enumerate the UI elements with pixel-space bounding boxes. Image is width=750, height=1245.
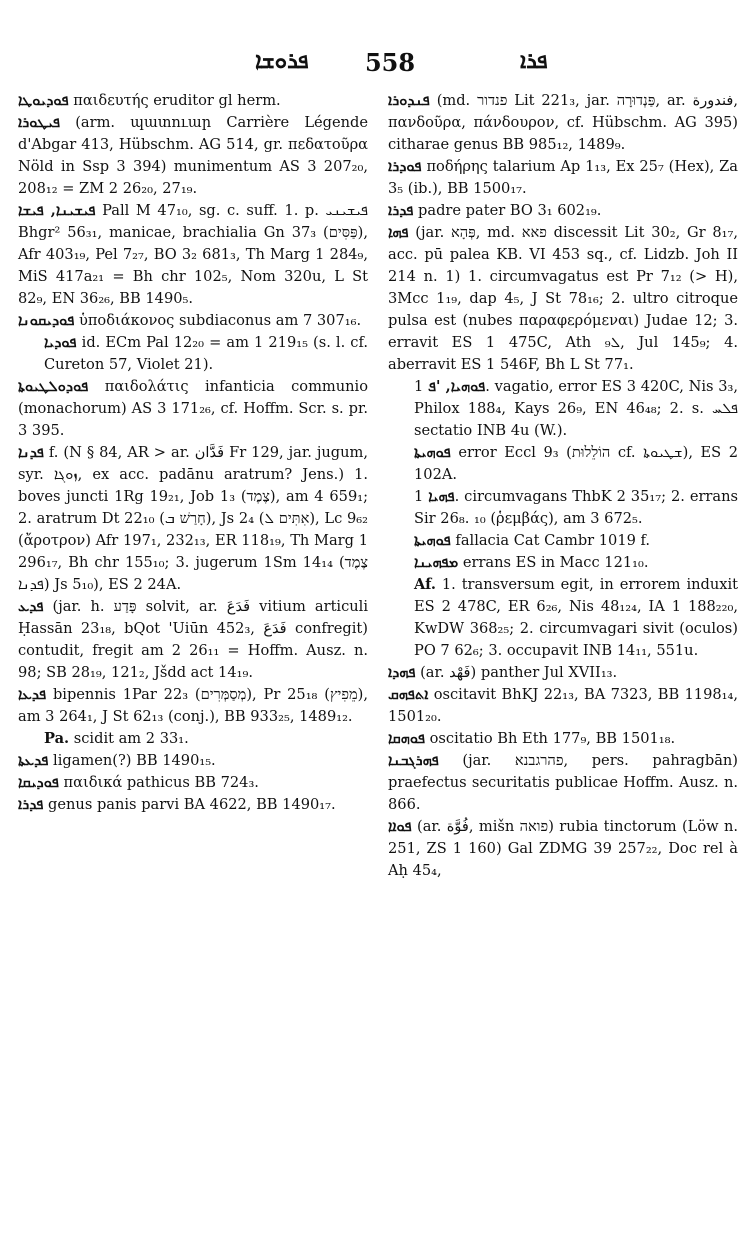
entry-text: (jar. פְּהָא, md. פאא discessit Lit 30₂, Gr 8₁₇, acc. pū palea KB. VI 453 sq., cf. Lidzb. Joh II 214 n. 1) 1. circumvagatus est Pr 7₁₂ (> H), 3Mcc 1₁₉, dap 4₅, J St 78₁₆; 2. ultro citroque pulsa est (nubes παραφερόμεναι) Judae 12; 3. erravit ES 1 475C, Ath ܠ₉, Jul 145₉; 4. aberravit ES 1 546F, Bh L St 77₁. xyxy=(388,224,738,373)
dictionary-entry xyxy=(388,376,738,442)
dictionary-entry xyxy=(18,750,368,772)
entry-text: padre pater BO 3₁ 602₁₉. xyxy=(418,202,602,219)
entry-headword: ܦܕܥܐ xyxy=(18,686,47,703)
entry-text: Pall M 47₁₀, sg. c. suff. 1. p. ܦܝܫܝܢܝ Bhgr² 56₃₁, manicae, brachialia Gn 37₃ (פַּסִּים), Afr 403₁₉, Pel 7₂₇, BO 3₂ 681₃, Th Marg 1 284₉, MiS 417a₂₁ = Bh chr 102₅, Nom 320u, L St 82₉, EN 36₂₆, BB 1490₅. xyxy=(18,202,369,307)
dictionary-entry xyxy=(18,684,368,728)
entry-headword: ܦܕܪܐ xyxy=(388,202,414,219)
dictionary-entry xyxy=(18,112,368,200)
entry-text: ligamen(?) BB 1490₁₅. xyxy=(53,752,216,769)
dictionary-entry xyxy=(18,728,368,750)
entry-text: παιδευτής eruditor gl herm. xyxy=(73,92,281,109)
dictionary-entry xyxy=(388,684,738,728)
entry-headword: ܦܗܕܐ xyxy=(388,664,416,681)
entry-headword: ܦܘܗܩܐ xyxy=(388,730,425,747)
dictionary-entry xyxy=(388,662,738,684)
entry-text: ὑποδιάκονος subdiaconus am 7 307₁₆. xyxy=(78,312,362,329)
entry-headword: Pa. xyxy=(44,730,70,747)
entry-headword: ܦܗܝܐ xyxy=(428,488,455,505)
entry-headword: ܐܬܦܗܩ xyxy=(388,686,429,703)
dictionary-entry xyxy=(18,794,368,816)
entry-headword: ܦܘܗܝܬܐ xyxy=(414,532,451,549)
dictionary-entry xyxy=(18,596,368,684)
entry-headword: ܦܝܛܘܪܐ xyxy=(18,114,61,131)
dictionary-entry xyxy=(388,552,738,574)
entry-headword: ܦܘܕܝܩܘܢܐ xyxy=(18,312,75,329)
dictionary-entry xyxy=(388,750,738,816)
running-head-left: ܦܪܘܫܐ xyxy=(255,48,309,74)
entry-text: bipennis 1Par 22₃ (מְסַמְּרִים), Pr 25₁₈ (מֵפִיץ), am 3 264₁, J St 62₁₃ (conj.), BB 933₂₅, 1489₁₂. xyxy=(18,686,369,725)
page-header xyxy=(0,48,750,88)
dictionary-entry xyxy=(388,442,738,486)
entry-headword: ܦܘܕܝܘܛܐ xyxy=(18,92,69,109)
right-column xyxy=(388,90,738,882)
dictionary-entry xyxy=(388,816,738,882)
entry-headword: ܦܕܥ xyxy=(18,598,44,615)
entry-text: oscitavit BhKJ 22₁₃, BA 7323, BB 1198₁₄, 1501₂₀. xyxy=(388,686,738,725)
entry-text: (ar. فَهْد) panther Jul XVII₁₃. xyxy=(420,664,618,681)
entry-headword: ܦܘܕܝܩܐ xyxy=(18,774,59,791)
dictionary-entry xyxy=(18,90,368,112)
entry-text: id. ECm Pal 12₂₀ = am 1 219₁₅ (s. l. cf. Cureton 57, Violet 21). xyxy=(44,334,369,373)
dictionary-entry xyxy=(388,222,738,376)
entry-text: oscitatio Bh Eth 177₉, BB 1501₁₈. xyxy=(429,730,676,747)
left-column xyxy=(18,90,368,816)
running-head-right: ܦܪܐ xyxy=(520,48,548,74)
entry-text: fallacia Cat Cambr 1019 f. xyxy=(455,532,651,549)
entry-headword: ܦܘܕܪܐ xyxy=(388,158,422,175)
entry-headword: Af. xyxy=(414,576,436,593)
entry-text: παιδολάτις infanticia communio (monachorum) AS 3 171₂₆, cf. Hoffm. Scr. s. pr. 3 395. xyxy=(18,378,369,439)
entry-text: (arm. պատուար Carrière Légende d'Abgar 413, Hübschm. AG 514, gr. πεδατοῦρα Nöld in Ssp 3 394) munimentum AS 3 207₂₀, 208₁₂ = ZM 2 26₂₀, 27₁₉. xyxy=(18,114,368,197)
entry-headword: ܦܝܫܝܢܐ, ܦܝܫܐ xyxy=(18,202,96,219)
entry-headword: ܦܘܗܝܐ, 'ܦ xyxy=(428,378,486,395)
dictionary-entry xyxy=(18,200,368,310)
dictionary-entry xyxy=(18,310,368,332)
dictionary-entry xyxy=(18,376,368,442)
entry-text: genus panis parvi BA 4622, BB 1490₁₇. xyxy=(48,796,336,813)
page-number: 558 xyxy=(364,48,416,77)
entry-text: 1. transversum egit, in errorem induxit ES 2 478C, ER 6₂₆, Nis 48₁₂₄, IA 1 188₂₂₀, KwDW 368₂₅; 2. circumvagari sivit (oculos) PO 7 62₆; 3. occupavit INB 14₁₁, 551u. xyxy=(414,576,739,659)
entry-text: (md. פנדור Lit 221₃, jar. פַּנְדוּרָה, ar. فندورة, πανδοῦρα, πάνδουρον, cf. Hübschm. AG 395) citharae genus BB 985₁₂, 1489₉. xyxy=(388,92,738,153)
dictionary-entry xyxy=(388,156,738,200)
entry-headword: ܦܢܕܘܪܐ xyxy=(388,92,430,109)
dictionary-entry xyxy=(18,772,368,794)
entry-headword: ܡܦܗܝܢܐ xyxy=(414,554,459,571)
entry-text: 1. circumvagans ThbK 2 35₁₇; 2. errans Sir 26₈. ₁₀ (ῥεμβάς), am 3 672₅. xyxy=(414,488,738,527)
entry-headword: ܦܕܥܬܐ xyxy=(18,752,49,769)
entry-text: (jar. פהרגבנא, pers. pahragbān) praefectus securitatis publicae Hoffm. Ausz. n. 866. xyxy=(388,752,738,813)
entry-text: ποδήρης talarium Ap 1₁₃, Ex 25₇ (Hex), Za 3₅ (ib.), BB 1500₁₇. xyxy=(388,158,738,197)
entry-headword: ܦܕܪܐ xyxy=(18,796,44,813)
entry-text: 1. vagatio, error ES 3 420C, Nis 3₃, Philox 188₄, Kays 26₉, EN 46₄₈; 2. s. ܦܠܚ sectatio INB 4u (W.). xyxy=(414,378,739,439)
dictionary-entry xyxy=(18,442,368,596)
entry-headword: ܦܘܐܐ xyxy=(388,818,412,835)
entry-text: error Eccl 9₃ (הוֹלֵלוּת cf. ܫܛܝܘܬܐ), ES 2 102A. xyxy=(414,444,739,483)
dictionary-entry xyxy=(388,200,738,222)
entry-headword: ܦܘܕܘܠܛܝܘܬܐ xyxy=(18,378,89,395)
entry-text: (jar. h. פָּדַע solvit, ar. فَدَعَ vitium articuli Ḥassān 23₁₈, bQot 'Uiūn 452₃, فَدَعَ confregit) contudit, fregit am 2 26₁₁ = Hoffm. Ausz. n. 98; SB 28₁₉, 121₂, Jšdd act 14₁₉. xyxy=(18,598,369,681)
dictionary-entry xyxy=(388,574,738,662)
dictionary-entry xyxy=(18,332,368,376)
entry-headword: ܦܘܗܝܬܐ xyxy=(414,444,451,461)
dictionary-entry xyxy=(388,90,738,156)
dictionary-entry xyxy=(388,530,738,552)
entry-headword: ܦܕܢܐ xyxy=(18,444,44,461)
entry-text: (ar. فُوَّة, mišn פואה) rubia tinctorum (Löw n. 251, ZS 1 160) Gal ZDMG 39 257₂₂, Doc rel à Aḥ 45₄, xyxy=(388,818,738,879)
entry-headword: ܦܗܪܓܒܢܐ xyxy=(388,752,439,769)
dictionary-entry xyxy=(388,728,738,750)
entry-text: f. (N § 84, AR > ar. فَدَّان Fr 129, jar. jugum, syr. ܙܘܓܐ, ex acc. padānu aratrum? Jens.) 1. boves juncti 1Rg 19₂₁, Job 1₃ (צֶמֶד), am 4 659₁; 2. aratrum Dt 22₁₀ (חָרַשׁ ܒ), Js 2₄ (אִתִּים ܠ), Lc 9₆₂ (ἄροτρον) Afr 197₁, 232₁₃, ER 118₁₉, Th Marg 1 296₁₇, Bh chr 155₁₀; 3. jugerum 1Sm 14₁₄ (צֶמֶד ܦܕܢܐ) Js 5₁₀), ES 2 24A. xyxy=(18,444,369,593)
entry-text: scidit am 2 33₁. xyxy=(73,730,189,747)
entry-headword: ܦܘܕܝܐ xyxy=(44,334,77,351)
entry-text: errans ES in Macc 121₁₀. xyxy=(462,554,649,571)
entry-headword: ܦܗܐ xyxy=(388,224,409,241)
dictionary-entry xyxy=(388,486,738,530)
entry-text: παιδικά pathicus BB 724₃. xyxy=(63,774,259,791)
